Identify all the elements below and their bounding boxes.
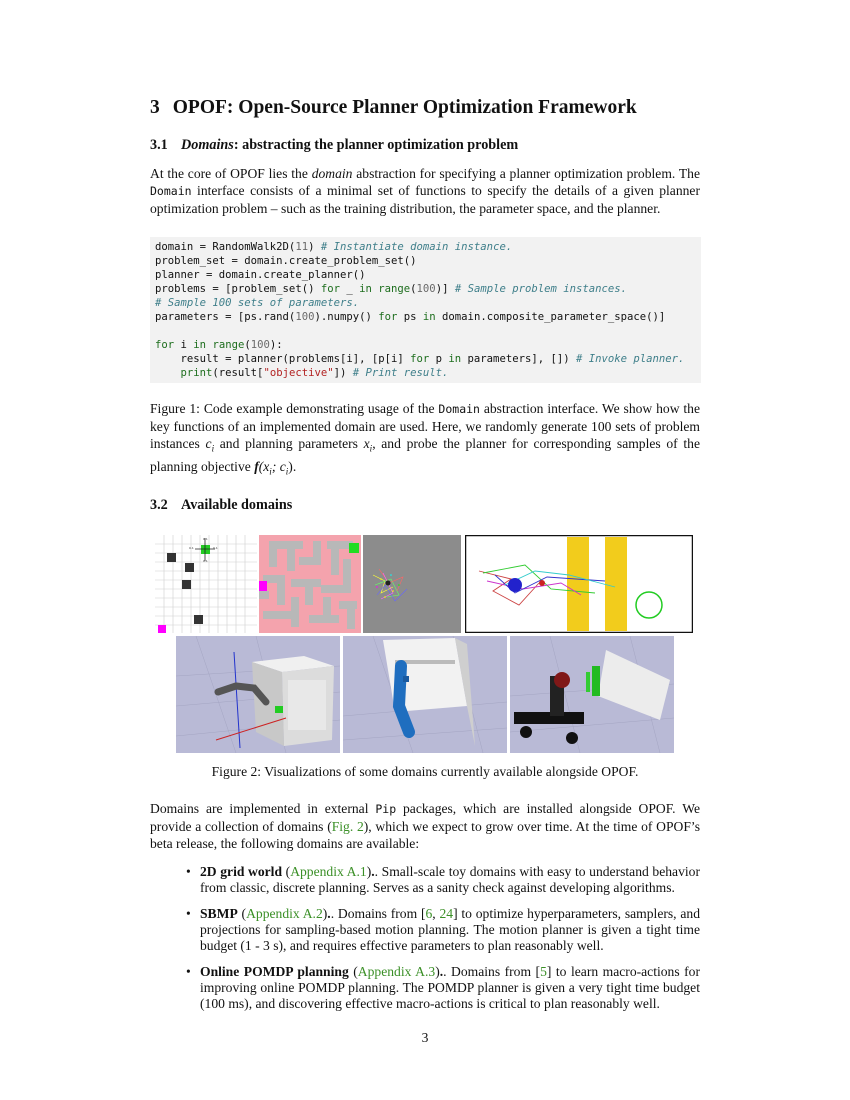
subsection-3-1-title <box>150 137 518 154</box>
para1-code: Domain <box>150 184 192 198</box>
citation-link[interactable]: 6 <box>425 906 433 921</box>
para1-text-3: interface consists of a minimal set of functions to specify the details of a given planner optimization problem – such as the training distribution, the parameter space, and the planner. <box>150 183 700 216</box>
figure1-text-3: and planning parameters <box>214 436 364 451</box>
subsection-title-text: Available domains <box>181 497 293 513</box>
para1-text-1: At the core of OPOF lies the <box>150 166 312 181</box>
para1-text-2: abstraction for specifying a planner optimization problem. The <box>352 166 700 181</box>
appendix-link[interactable]: Appendix A.1 <box>290 864 367 879</box>
robot-arm-scene-1 <box>176 636 340 753</box>
math-fargs2-sub: i <box>285 466 289 477</box>
math-xi: x <box>363 436 370 451</box>
citation-link[interactable]: 5 <box>540 964 547 979</box>
math-xi-sub: i <box>369 443 373 454</box>
bullet-dot: • <box>186 864 191 879</box>
list-item: • Online POMDP planning (Appendix A.3).. Domains from [5] to learn macro-actions for improving online POMDP planning. The POMDP planner is given a very tight time budget (100 ms), and discovering effective macro-actions is critical to plan reasonably well. <box>186 964 700 1011</box>
bullet-text: . Domains from [ <box>443 964 541 979</box>
subsection-title-rest: : abstracting the planner optimization problem <box>233 137 519 153</box>
robot-arm-scene-3 <box>510 636 674 753</box>
grid-world-image <box>155 535 257 633</box>
code-line-5: # Sample 100 sets of parameters. <box>155 297 360 309</box>
pomdp-driving-image <box>465 535 693 633</box>
code-line-7: for i in range(100): <box>155 339 283 351</box>
bullet-text: . Small-scale toy domains with easy to understand behavior from classic, discrete planning. Serves as a sanity check against developing algorithms. <box>200 864 700 895</box>
code-line-6: parameters = [ps.rand(100).numpy() for ps in domain.composite_parameter_space()] <box>155 311 666 323</box>
list-item: • SBMP (Appendix A.2).. Domains from [6, 24] to optimize hyperparameters, samplers, and projections for sampling-based motion planning. The motion planner is given a tight time budget (1 - 3 s), and requires effective parameters to plan reasonably well. <box>186 906 700 953</box>
bullet-title: 2D grid world <box>200 864 283 879</box>
appendix-link[interactable]: Appendix A.3 <box>357 964 436 979</box>
math-ci: c <box>205 436 212 451</box>
domains-paragraph <box>150 800 700 852</box>
subsection-title-emph: Domains <box>181 137 234 153</box>
maze-image <box>259 535 361 633</box>
math-fargs2: ; c <box>271 458 286 474</box>
bullet-title: Online POMDP planning <box>200 964 349 979</box>
math-fargs: (x <box>258 458 270 474</box>
figure1-text-4: , and probe the planner for corresponding samples of the planning objective <box>150 436 700 474</box>
section-title <box>150 97 637 119</box>
code-line-2: problem_set = domain.create_problem_set() <box>155 255 417 267</box>
bullet-text: , <box>432 906 440 921</box>
math-ci-sub: i <box>211 443 215 454</box>
math-f: f <box>254 458 259 474</box>
code-line-3: planner = domain.create_planner() <box>155 269 366 281</box>
code-line-4: problems = [problem_set() for _ in range(100)] # Sample problem instances. <box>155 283 628 295</box>
intro-paragraph <box>150 165 700 217</box>
citation-link[interactable]: 24 <box>439 906 454 921</box>
sampling-scatter-image <box>363 535 433 633</box>
figure1-label: Figure 1: <box>150 401 204 416</box>
section-title-text: OPOF: Open-Source Planner Optimization Framework <box>172 97 637 118</box>
code-line-1: domain = RandomWalk2D(11) # Instantiate domain instance. <box>155 241 513 253</box>
grid-label-3: 0.1 <box>213 546 218 550</box>
code-listing <box>150 237 701 383</box>
grid-label-1: 0.1 <box>203 537 208 541</box>
code-line-8: result = planner(problems[i], [p[i] for p in parameters], []) # Invoke planner. <box>155 353 685 365</box>
domain-list <box>186 864 700 1022</box>
para1-emph: domain <box>311 166 353 181</box>
bullet-dot: • <box>186 906 191 921</box>
subsection-3-2-title <box>150 497 292 514</box>
bullet-text: ] to optimize hyperparameters, samplers, and projections for sampling-based motion planning. The motion planner is given a tight time budget (1 - 3 s), and requires effective parameters to plan reasonably well. <box>200 906 700 953</box>
fig2-link[interactable]: Fig. 2 <box>331 819 364 834</box>
grid-label-2: 0.1 <box>189 546 194 550</box>
appendix-link[interactable]: Appendix A.2 <box>246 906 323 921</box>
para2-code: Pip <box>375 802 397 816</box>
code-line-9: print(result["objective"]) # Print result. <box>180 367 449 379</box>
grid-label-4: 0.1 <box>203 559 208 563</box>
para2-text-1: Domains are implemented in external <box>150 801 376 816</box>
figure1-text-1: Code example demonstrating usage of the <box>203 401 439 416</box>
para2-text-2: packages, which are installed alongside OPOF. We provide a collection of domains ( <box>150 801 700 834</box>
math-fargs3: ). <box>288 458 297 474</box>
figure2-caption: Figure 2: Visualizations of some domains currently available alongside OPOF. <box>211 764 639 779</box>
bullet-dot: • <box>186 964 191 979</box>
math-fargs-sub: i <box>269 466 272 477</box>
bullet-title: SBMP <box>200 906 238 921</box>
robot-arm-scene-2 <box>343 636 507 753</box>
figure1-code: Domain <box>438 402 480 416</box>
gray-panel-image <box>433 535 461 633</box>
bullet-text: . Domains from [ <box>330 906 426 921</box>
bullet-text: ] to learn macro-actions for improving online POMDP planning. The POMDP planner is given a very tight time budget (100 ms), and discovering effective macro-actions is critical to plan reasonably well. <box>200 964 700 1011</box>
section-number: 3 <box>150 97 160 118</box>
subsection-number: 3.2 <box>150 497 168 513</box>
subsection-number: 3.1 <box>150 137 168 153</box>
page-number: 3 <box>421 1030 429 1045</box>
para2-text-3: ), which we expect to grow over time. At the time of OPOF’s beta release, the following domains are available: <box>150 819 700 851</box>
figure1-text-2: abstraction interface. We show how the key functions of an implemented domain are used. Here, we randomly generate 100 sets of problem instances <box>150 401 700 451</box>
figure1-caption <box>150 400 700 480</box>
list-item: • 2D grid world (Appendix A.1).. Small-scale toy domains with easy to understand behavior from classic, discrete planning. Serves as a sanity check against developing algorithms. <box>186 864 700 895</box>
